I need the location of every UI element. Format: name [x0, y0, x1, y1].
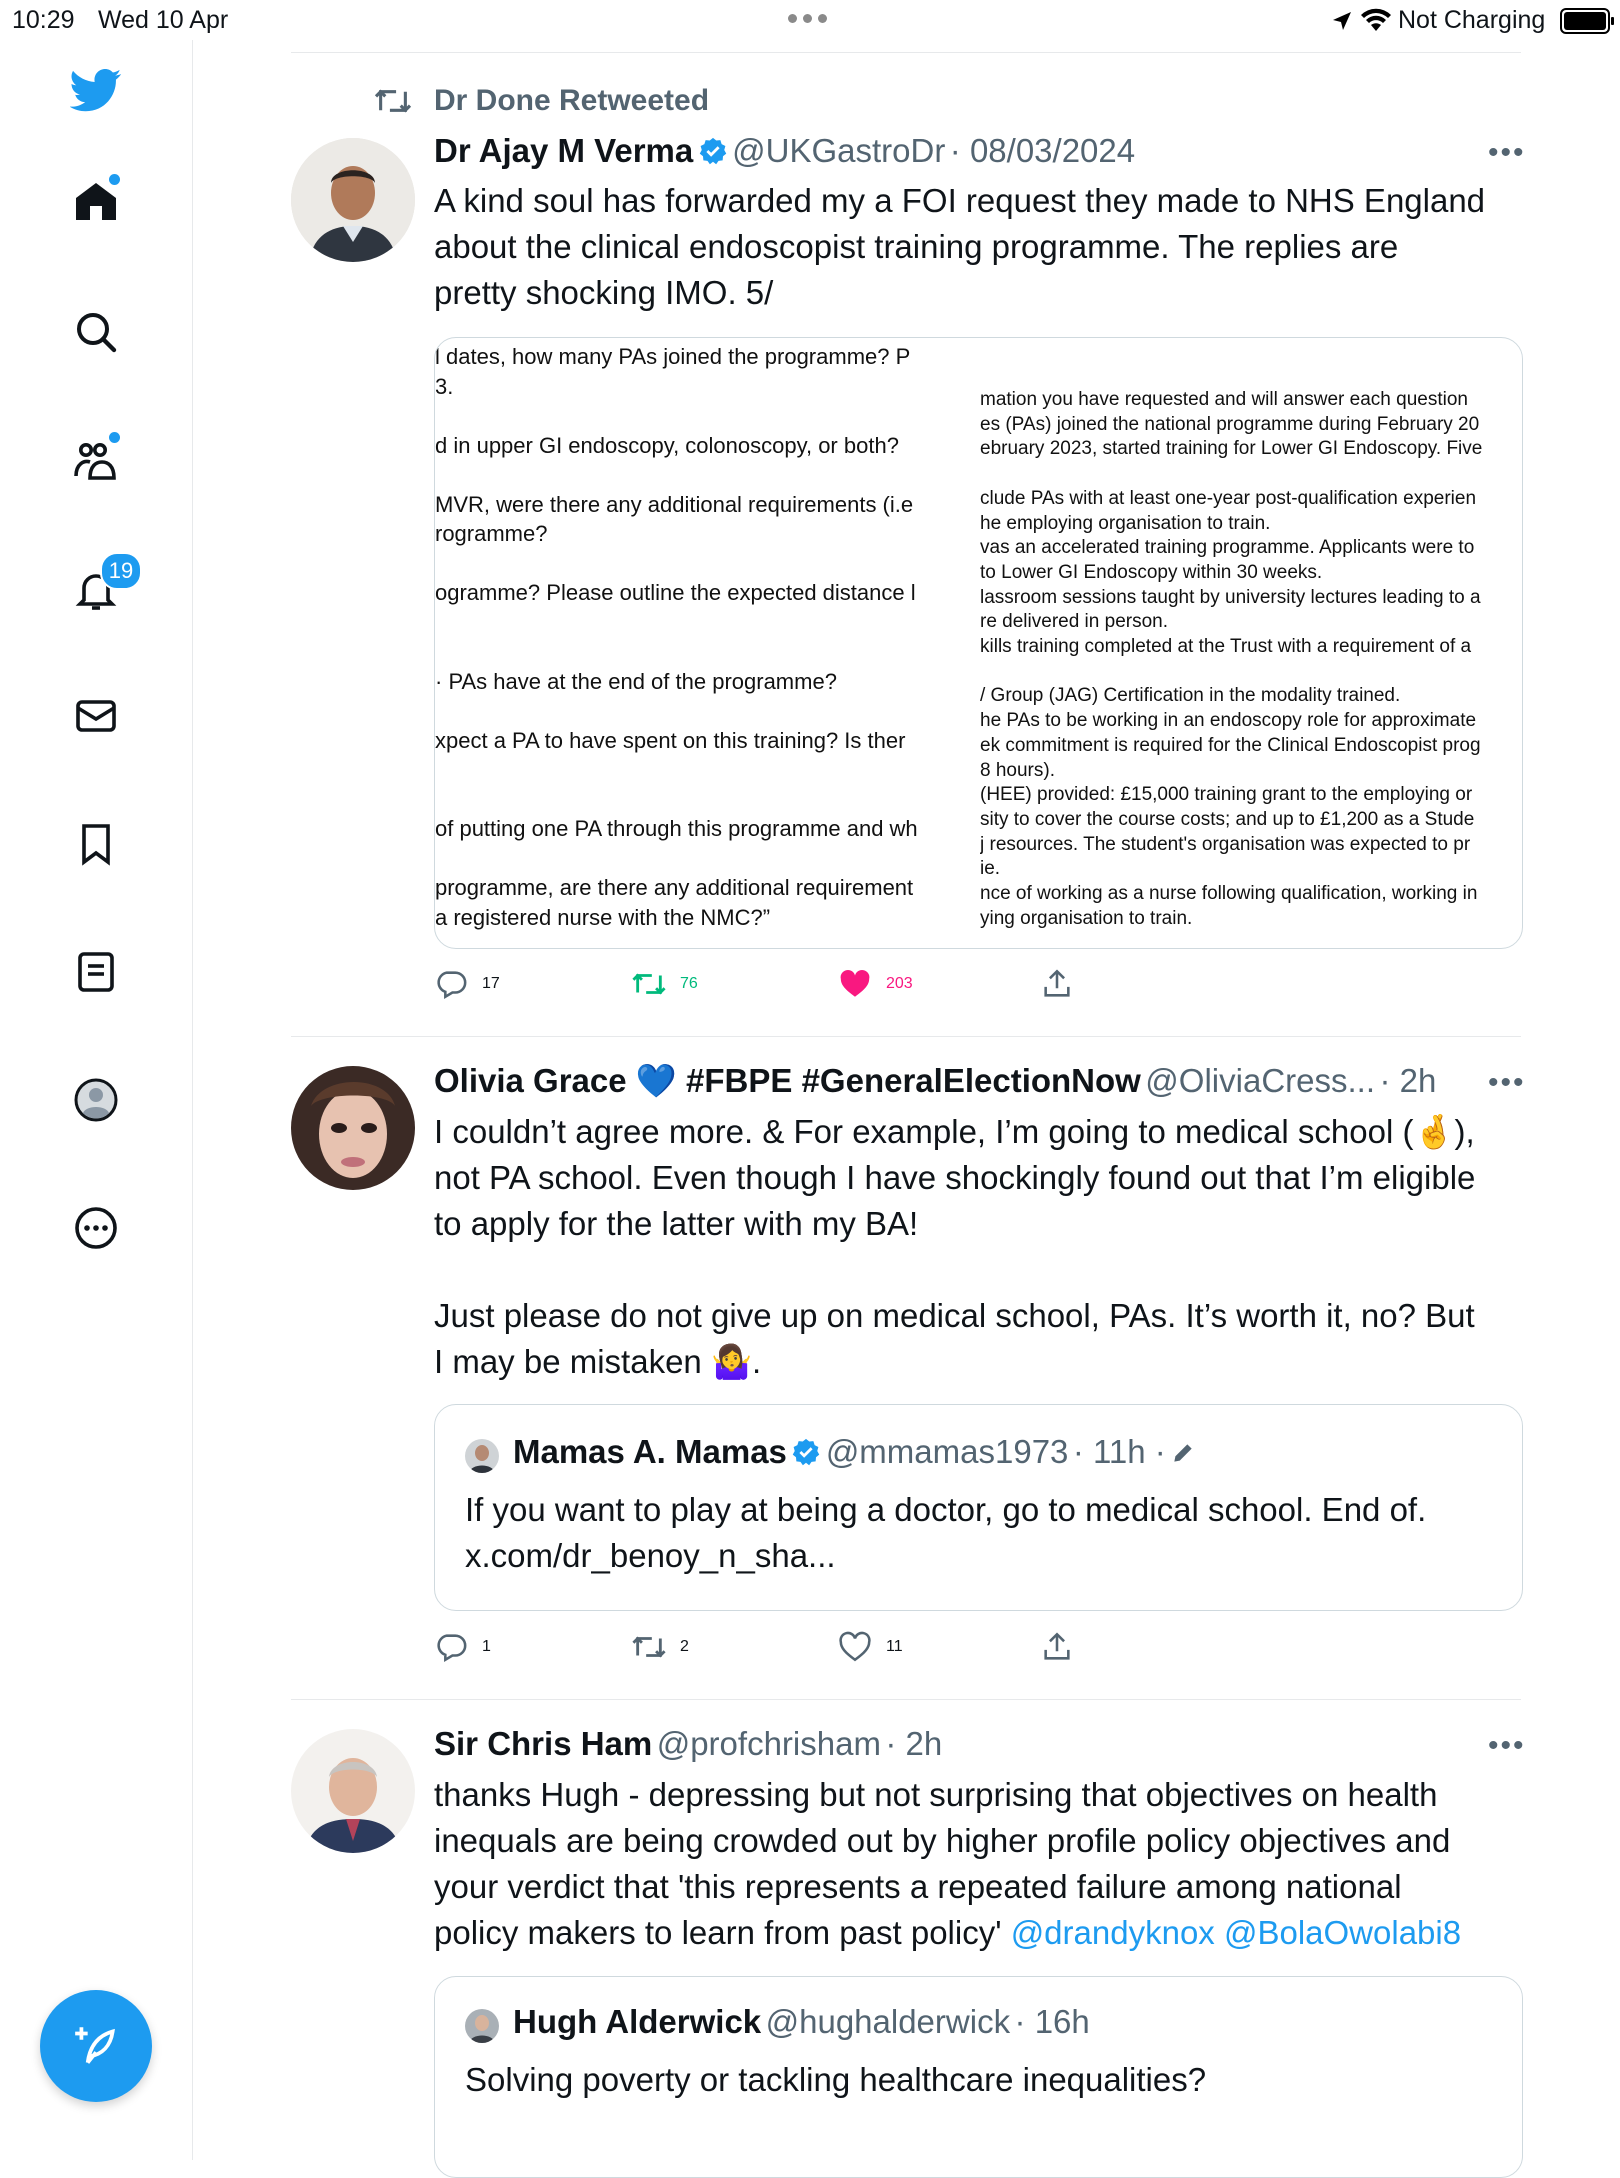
image-text-line-left	[435, 401, 975, 431]
image-text-line-left: l dates, how many PAs joined the programme? P	[435, 344, 911, 369]
image-text-line-left	[435, 785, 975, 815]
bookmarks-icon[interactable]	[66, 814, 126, 874]
edited-pencil-icon	[1170, 1440, 1196, 1466]
image-text-line-right: re delivered in person.	[980, 611, 1168, 633]
image-text-line-right: / Group (JAG) Certification in the modality trained.	[980, 685, 1401, 707]
retweet-button[interactable]	[632, 1630, 689, 1664]
quoted-tweet[interactable]	[434, 1976, 1523, 2178]
image-text-line-right: ie.	[980, 858, 1001, 880]
avatar[interactable]	[291, 1729, 415, 1853]
quoted-timestamp: · 16h	[1014, 2003, 1090, 2040]
image-text-line-left	[435, 637, 975, 667]
author-handle[interactable]: @UKGastroDr	[732, 132, 946, 169]
quoted-tweet[interactable]	[434, 1404, 1523, 1611]
retweet-label[interactable]: Dr Done Retweeted	[434, 84, 710, 117]
location-arrow-icon	[1330, 9, 1354, 33]
image-text-line-right: he employing organisation to train.	[980, 512, 1271, 534]
image-text-line-right: vas an accelerated training programme. Applicants were to	[980, 537, 1475, 559]
image-text-line-left: rogramme?	[435, 521, 548, 546]
like-count: 203	[886, 975, 913, 992]
quoted-avatar	[465, 1439, 499, 1473]
status-bar	[0, 0, 1620, 40]
heart-outline-icon	[838, 1630, 872, 1664]
tweet-text-line: I couldn’t agree more. & For example, I’m going to medical school (🤞),	[434, 1113, 1475, 1150]
image-text-line-left	[435, 696, 975, 726]
like-button[interactable]	[838, 1630, 903, 1664]
profile-avatar-icon[interactable]	[66, 1070, 126, 1130]
image-text-line-right: ying organisation to train.	[980, 907, 1193, 929]
quoted-author-handle: @mmamas1973	[825, 1433, 1069, 1470]
reply-icon	[434, 1630, 468, 1664]
quoted-author-name: Hugh Alderwick	[513, 2003, 762, 2040]
compose-feather-icon	[71, 2021, 121, 2071]
image-text-line-right: 8 hours).	[980, 759, 1055, 781]
verified-badge-icon	[698, 136, 728, 166]
reply-count: 1	[482, 1638, 491, 1655]
tweet-text-line: I may be mistaken 🤷‍♀️.	[434, 1343, 762, 1380]
image-right-column	[980, 338, 1522, 931]
battery-icon	[1560, 8, 1610, 34]
author-handle[interactable]: @OliviaCress...	[1145, 1062, 1375, 1099]
twitter-logo-icon[interactable]	[66, 60, 126, 120]
notifications-bell-icon[interactable]	[66, 558, 134, 620]
avatar[interactable]	[291, 1066, 415, 1190]
image-left-column	[435, 338, 975, 932]
tweet-more-icon[interactable]: •••	[1488, 1066, 1526, 1099]
image-text-line-right: j resources. The student's organisation was expected to pr	[980, 833, 1471, 855]
tweet-text-line: not PA school. Even though I have shockingly found out that I’m eligible	[434, 1159, 1476, 1196]
tweet-timestamp[interactable]: · 08/03/2024	[949, 132, 1136, 169]
quoted-text-line: x.com/dr_benoy_n_sha...	[465, 1537, 836, 1574]
image-text-line-left	[435, 755, 975, 785]
retweet-icon	[632, 1630, 666, 1664]
reply-icon	[434, 967, 468, 1001]
image-text-line-left: d in upper GI endoscopy, colonoscopy, or both?	[435, 432, 899, 458]
author-name[interactable]: Dr Ajay M Verma	[434, 132, 694, 169]
compose-tweet-button[interactable]	[40, 1990, 152, 2102]
image-text-line-left: MVR, were there any additional requirements (i.e	[435, 491, 914, 517]
heart-filled-icon	[838, 967, 872, 1001]
reply-count: 17	[482, 975, 500, 992]
communities-icon[interactable]	[66, 430, 126, 490]
retweet-count: 2	[680, 1638, 689, 1655]
image-text-line-left: 3.	[435, 373, 454, 399]
status-date: Wed 10 Apr	[98, 6, 229, 34]
image-text-line-left: xpect a PA to have spent on this training? Is ther	[435, 727, 906, 753]
image-text-line-left: programme, are there any additional requirement	[435, 875, 914, 900]
tweet-text-line: your verdict that 'this represents a repeated failure among national	[434, 1868, 1402, 1905]
image-text-line-left	[435, 460, 975, 490]
quoted-avatar	[465, 2009, 499, 2043]
image-text-line-right	[980, 660, 1522, 685]
share-button[interactable]	[1040, 1630, 1074, 1664]
image-text-line-right	[980, 462, 1522, 487]
reply-button[interactable]	[434, 1630, 491, 1664]
quoted-text-line: If you want to play at being a doctor, go to medical school. End of.	[465, 1491, 1427, 1528]
image-text-line-left: · PAs have at the end of the programme?	[435, 668, 837, 694]
author-name[interactable]: Sir Chris Ham	[434, 1725, 653, 1762]
image-text-line-right: es (PAs) joined the national programme during February 20	[980, 413, 1480, 435]
more-options-icon[interactable]	[66, 1198, 126, 1258]
retweet-button[interactable]	[632, 967, 698, 1001]
quoted-text-line: Solving poverty or tackling healthcare inequalities?	[465, 2061, 1207, 2098]
image-text-line-right: kills training completed at the Trust with a requirement of a	[980, 636, 1472, 658]
tweet-text-line	[434, 1247, 1524, 1293]
image-text-line-right: mation you have requested and will answer each question	[980, 389, 1468, 410]
image-text-line-left	[435, 608, 975, 638]
author-handle[interactable]: @profchrisham	[656, 1725, 881, 1762]
image-text-line-right: clude PAs with at least one-year post-qualification experien	[980, 487, 1477, 509]
quoted-timestamp: · 11h ·	[1072, 1433, 1166, 1470]
tweet-timestamp[interactable]: · 2h	[1379, 1062, 1437, 1099]
image-text-line-left	[435, 549, 975, 579]
tweet-text-line: policy makers to learn from past policy'	[434, 1914, 1002, 1951]
quoted-author-handle: @hughalderwick	[765, 2003, 1011, 2040]
image-text-line-right: lassroom sessions taught by university lectures leading to a	[980, 586, 1481, 608]
image-text-line-left: ogramme? Please outline the expected distance l	[435, 580, 916, 605]
author-name[interactable]: Olivia Grace 💙 #FBPE #GeneralElectionNow	[434, 1062, 1141, 1099]
tweet-divider	[291, 1699, 1521, 1700]
image-text-line-right: sity to cover the course costs; and up to £1,200 as a Stude	[980, 808, 1475, 830]
multitasking-dots-icon[interactable]	[788, 14, 827, 23]
reply-button[interactable]	[434, 967, 500, 1001]
tweet-image[interactable]	[434, 337, 1523, 949]
battery-status-text: Not Charging	[1398, 6, 1546, 34]
image-text-line-left: of putting one PA through this programme and wh	[435, 816, 918, 841]
tweet-text-line: A kind soul has forwarded my a FOI request they made to NHS England	[434, 182, 1486, 219]
like-button[interactable]	[838, 967, 913, 1001]
tweet-text-line: inequals are being crowded out by higher profile policy objectives and	[434, 1822, 1451, 1859]
image-text-line-right: he PAs to be working in an endoscopy role for approximate	[980, 710, 1477, 732]
lists-icon[interactable]	[66, 942, 126, 1002]
home-icon[interactable]	[66, 172, 126, 232]
avatar[interactable]	[291, 138, 415, 262]
retweet-indicator-icon	[374, 84, 412, 118]
retweet-count: 76	[680, 975, 698, 992]
image-text-line-right: ek commitment is required for the Clinical Endoscopist prog	[980, 734, 1481, 756]
mention-link[interactable]: @drandyknox	[1010, 1914, 1215, 1951]
notifications-badge: 19	[100, 552, 142, 590]
tweet-text-line: pretty shocking IMO. 5/	[434, 274, 774, 311]
tweet-more-icon[interactable]: •••	[1488, 136, 1526, 169]
like-count: 11	[886, 1638, 903, 1655]
image-text-line-right: (HEE) provided: £15,000 training grant to the employing or	[980, 784, 1473, 806]
share-button[interactable]	[1040, 967, 1074, 1001]
image-text-line-right: to Lower GI Endoscopy within 30 weeks.	[980, 561, 1323, 583]
wifi-icon	[1360, 7, 1392, 33]
image-text-line-right: nce of working as a nurse following qualification, working in	[980, 883, 1478, 905]
tweet-divider	[291, 1036, 1521, 1037]
tweet-text-line: about the clinical endoscopist training programme. The replies are	[434, 228, 1399, 265]
verified-badge-icon	[791, 1437, 821, 1467]
tweet-text-line: Just please do not give up on medical school, PAs. It’s worth it, no? But	[434, 1297, 1475, 1334]
tweet-more-icon[interactable]: •••	[1488, 1729, 1526, 1762]
search-icon[interactable]	[66, 302, 126, 362]
image-text-line-left: a registered nurse with the NMC?”	[435, 904, 771, 930]
tweet-text-line: to apply for the latter with my BA!	[434, 1205, 919, 1242]
share-icon	[1040, 967, 1074, 1001]
share-icon	[1040, 1630, 1074, 1664]
mention-link[interactable]: @BolaOwolabi8	[1223, 1914, 1462, 1951]
tweet-timestamp[interactable]: · 2h	[885, 1725, 943, 1762]
image-text-line-left	[435, 844, 975, 874]
messages-icon[interactable]	[66, 686, 126, 746]
tweet-text-line: thanks Hugh - depressing but not surprising that objectives on health	[434, 1776, 1438, 1813]
status-time: 10:29	[12, 6, 75, 34]
quoted-author-name: Mamas A. Mamas	[513, 1433, 787, 1470]
timeline-top-divider	[291, 52, 1521, 53]
retweet-icon	[632, 967, 666, 1001]
image-text-line-right: ebruary 2023, started training for Lower GI Endoscopy. Five	[980, 438, 1483, 460]
